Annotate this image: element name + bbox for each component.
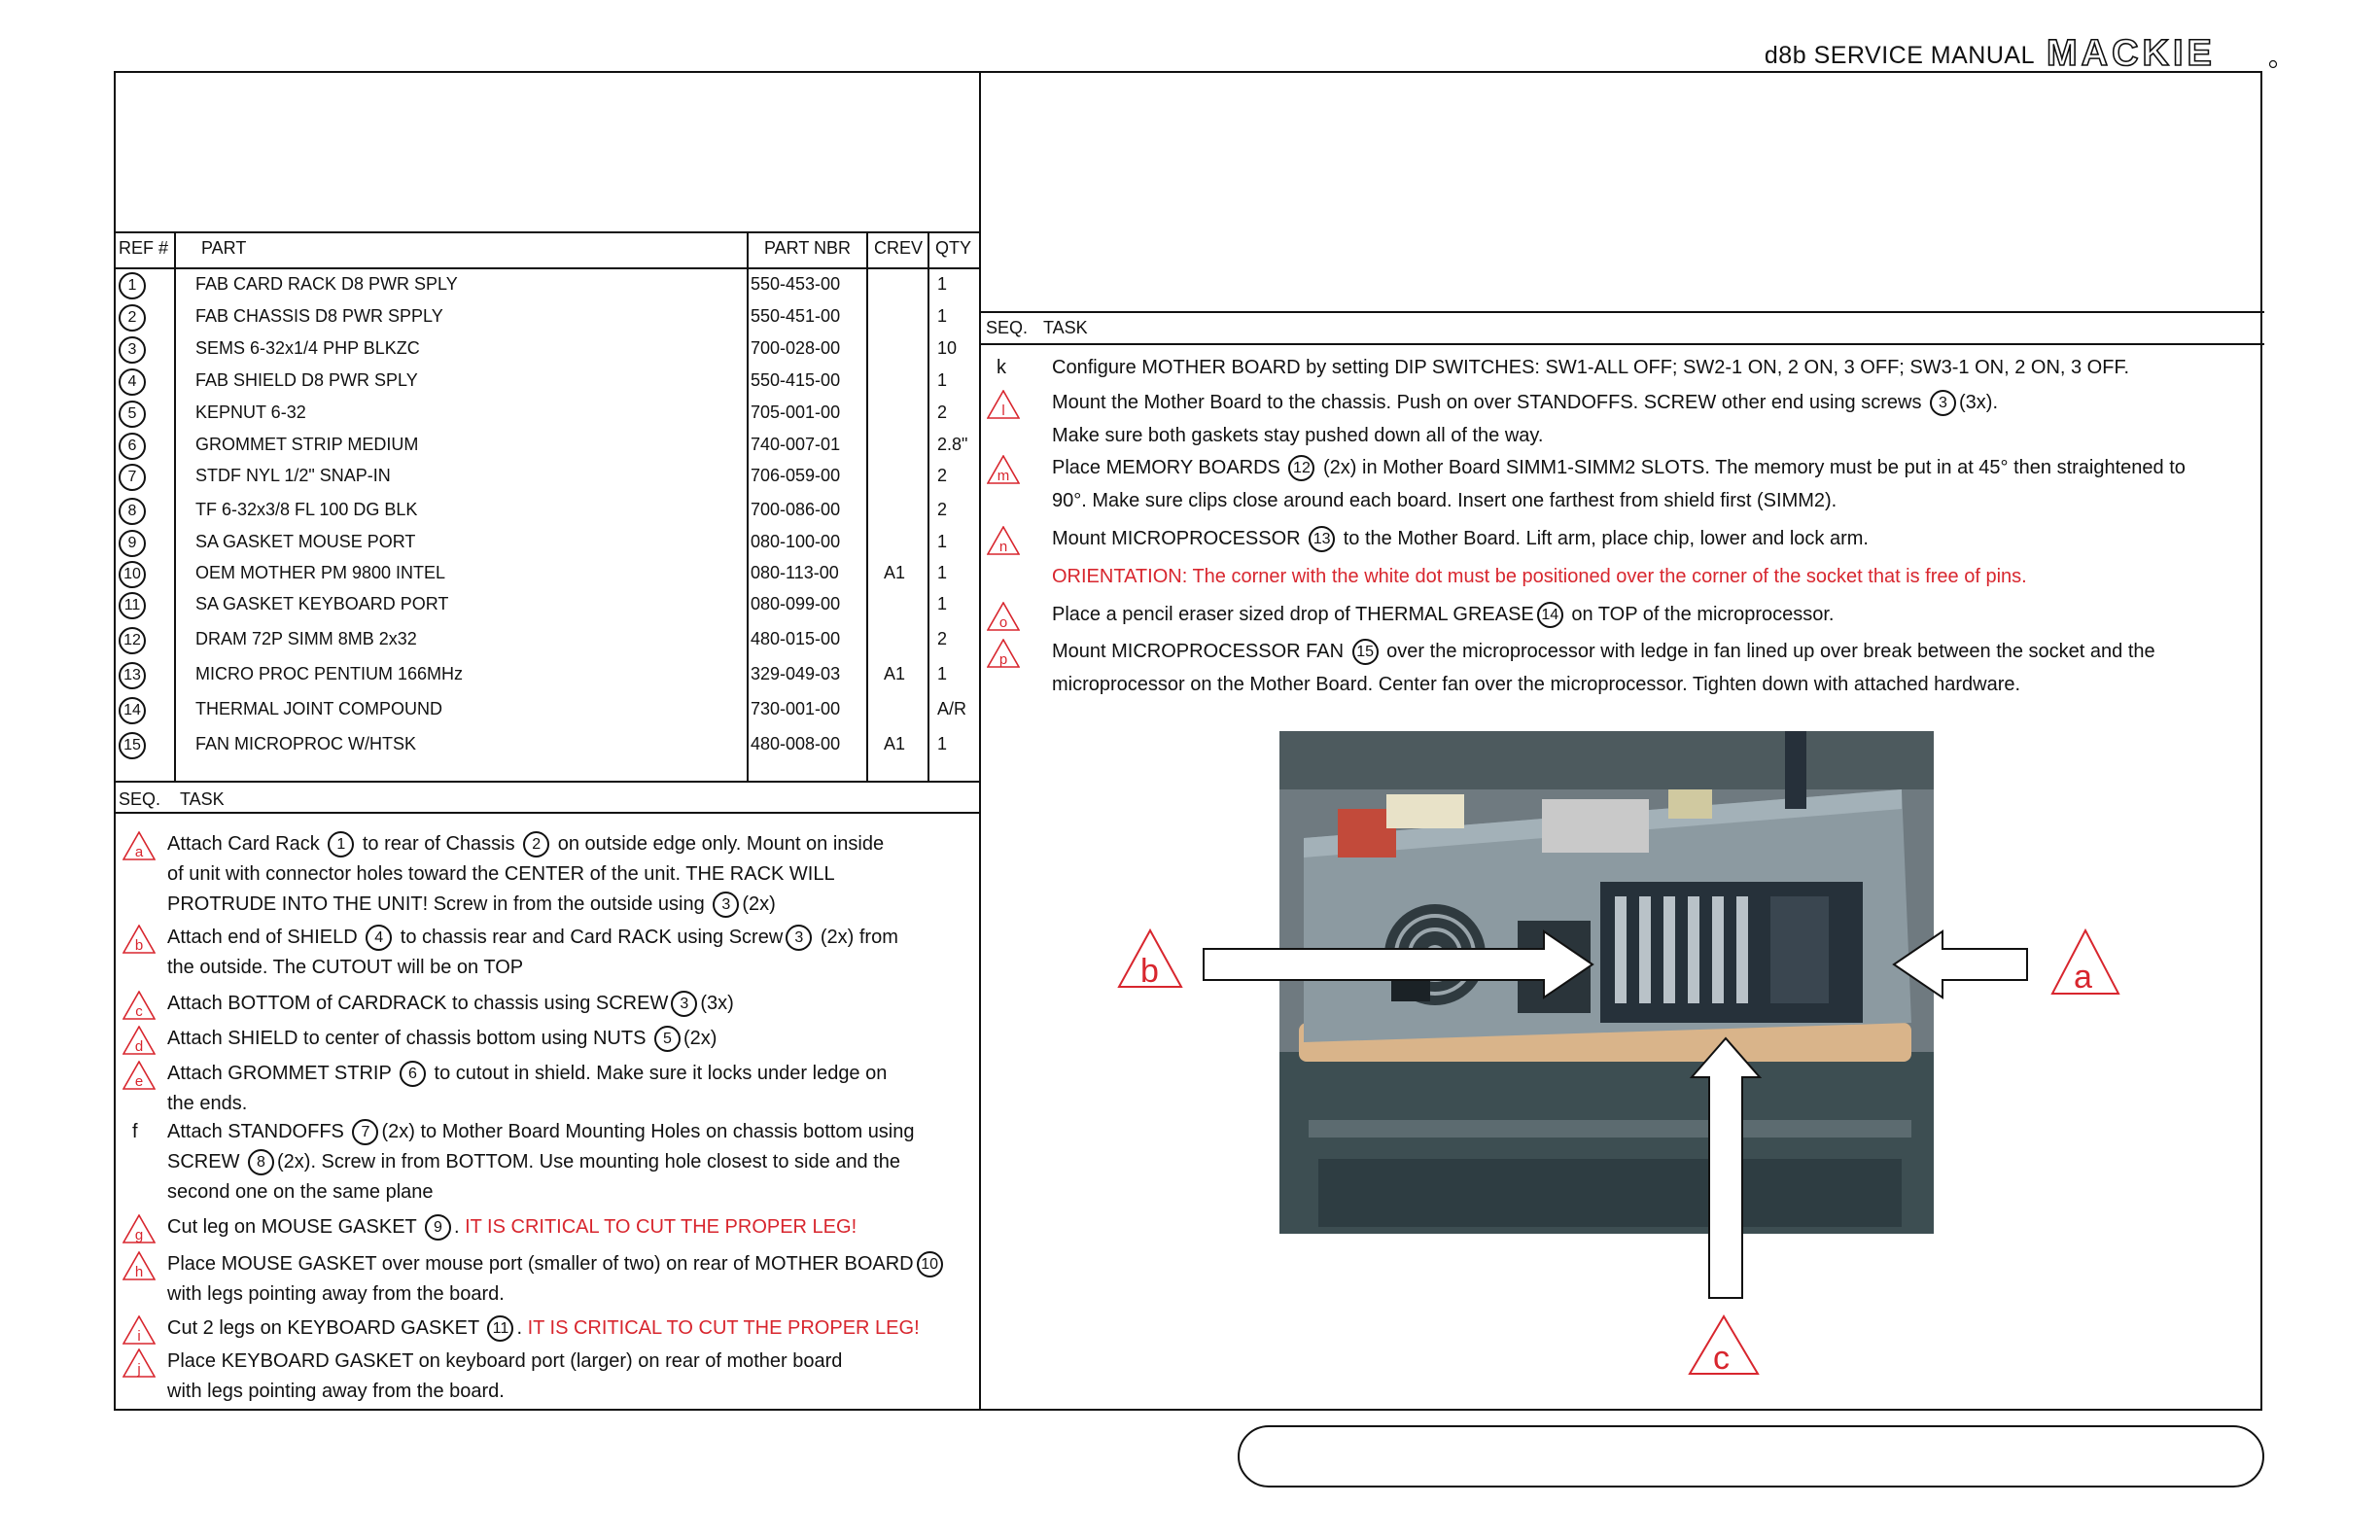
ref-bubble: 6 xyxy=(119,433,146,460)
part-number: 740-007-01 xyxy=(751,435,841,454)
part-ref-bubble: 3 xyxy=(786,925,812,951)
seq-triangle-marker xyxy=(987,455,1020,484)
task-line: Attach STANDOFFS 7 (2x) to Mother Board Mounting Holes on chassis bottom using xyxy=(167,1117,915,1147)
page-header xyxy=(1765,35,2278,70)
seq-triangle-marker xyxy=(987,639,1020,668)
left-seq-header: SEQ. xyxy=(119,789,161,809)
part-qty: 10 xyxy=(937,338,958,358)
seq-label: e xyxy=(134,1073,144,1090)
task-line: Attach end of SHIELD 4 to chassis rear and Card RACK using Screw 3 (2x) from xyxy=(167,923,898,953)
seq-triangle-marker xyxy=(122,1315,156,1345)
part-name: GROMMET STRIP MEDIUM xyxy=(195,435,419,454)
seq-triangle-marker xyxy=(122,1251,156,1280)
seq-label: o xyxy=(998,614,1008,631)
part-ref-bubble: 1 xyxy=(328,831,354,858)
left-task-header: TASK xyxy=(180,789,225,809)
part-crev: A1 xyxy=(884,734,906,753)
part-qty: 2 xyxy=(937,629,948,648)
task-line: Mount the Mother Board to the chassis. Push on over STANDOFFS. SCREW other end using screws 3 (3x). xyxy=(1052,388,1998,418)
ref-bubble: 3 xyxy=(119,336,146,364)
seq-label: a xyxy=(134,844,144,860)
part-qty: 1 xyxy=(937,563,948,582)
col-crev: CREV xyxy=(874,238,924,258)
col-ref: REF # xyxy=(119,238,169,258)
task-line: PROTRUDE INTO THE UNIT! Screw in from the outside using 3 (2x) xyxy=(167,890,776,920)
seq-label: l xyxy=(1001,402,1005,419)
part-number: 080-099-00 xyxy=(751,594,841,613)
task-line: Place MEMORY BOARDS 12 (2x) in Mother Board SIMM1-SIMM2 SLOTS. The memory must be put in at 45° then straightened to xyxy=(1052,453,2186,483)
task-line: Place KEYBOARD GASKET on keyboard port (larger) on rear of mother board xyxy=(167,1350,843,1372)
part-name: SA GASKET KEYBOARD PORT xyxy=(195,594,449,613)
task-line: Cut leg on MOUSE GASKET 9 . IT IS CRITICAL TO CUT THE PROPER LEG! xyxy=(167,1212,857,1242)
part-number: 080-113-00 xyxy=(751,563,839,582)
chassis-photo xyxy=(1279,731,1934,1234)
task-line: the outside. The CUTOUT will be on TOP xyxy=(167,957,524,978)
task-line: Cut 2 legs on KEYBOARD GASKET 11 . IT IS CRITICAL TO CUT THE PROPER LEG! xyxy=(167,1313,920,1344)
callout-a-label: a xyxy=(2074,959,2092,996)
seq-triangle-marker xyxy=(987,602,1020,631)
part-crev: A1 xyxy=(884,563,906,582)
part-qty: 1 xyxy=(937,274,948,294)
task-line: Place MOUSE GASKET over mouse port (smaller of two) on rear of MOTHER BOARD 10 xyxy=(167,1249,946,1279)
ref-bubble: 14 xyxy=(119,697,146,724)
seq-triangle-marker xyxy=(122,1061,156,1090)
part-ref-bubble: 15 xyxy=(1352,639,1379,665)
part-qty: 1 xyxy=(937,664,948,683)
mackie-logo-text: MACKIE xyxy=(2047,35,2216,70)
seq-triangle-marker xyxy=(122,1214,156,1243)
notes-box xyxy=(1238,1425,2264,1488)
callout-c-label: c xyxy=(1713,1340,1730,1377)
part-ref-bubble: 14 xyxy=(1537,602,1563,628)
task-line: SCREW 8 (2x). Screw in from BOTTOM. Use mounting hole closest to side and the xyxy=(167,1147,900,1177)
part-ref-bubble: 13 xyxy=(1309,526,1335,552)
ref-bubble: 1 xyxy=(119,272,146,299)
seq-label: b xyxy=(134,937,144,954)
part-qty: A/R xyxy=(937,699,967,718)
manual-title: d8b SERVICE MANUAL xyxy=(1764,42,2035,69)
part-ref-bubble: 6 xyxy=(400,1061,426,1087)
seq-triangle-marker xyxy=(122,1348,156,1378)
task-line: 90°. Make sure clips close around each board. Insert one farthest from shield first (SIMM2). xyxy=(1052,490,1838,511)
task-line: Attach BOTTOM of CARDRACK to chassis using SCREW 3 (3x) xyxy=(167,989,734,1019)
col-qty: QTY xyxy=(935,238,972,258)
part-number: 700-086-00 xyxy=(751,500,841,519)
seq-triangle-marker xyxy=(987,526,1020,555)
task-line: the ends. xyxy=(167,1093,248,1114)
task-line: Place a pencil eraser sized drop of THERMAL GREASE 14 on TOP of the microprocessor. xyxy=(1052,600,1834,630)
part-number: 480-015-00 xyxy=(751,629,841,648)
task-line: Attach SHIELD to center of chassis bottom using NUTS 5 (2x) xyxy=(167,1024,717,1054)
task-line: microprocessor on the Mother Board. Center fan over the microprocessor. Tighten down with attached hardware. xyxy=(1052,674,2021,695)
task-line: Mount MICROPROCESSOR 13 to the Mother Board. Lift arm, place chip, lower and lock arm. xyxy=(1052,524,1869,554)
task-line: Make sure both gaskets stay pushed down all of the way. xyxy=(1052,425,1544,446)
ref-bubble: 12 xyxy=(119,627,146,654)
part-ref-bubble: 10 xyxy=(917,1251,943,1278)
part-ref-bubble: 7 xyxy=(352,1119,378,1145)
part-qty: 1 xyxy=(937,370,948,390)
part-number: 480-008-00 xyxy=(751,734,841,753)
part-ref-bubble: 3 xyxy=(713,892,739,918)
part-ref-bubble: 5 xyxy=(654,1026,681,1052)
col-part-nbr: PART NBR xyxy=(764,238,852,258)
part-number: 706-059-00 xyxy=(751,466,841,485)
right-seq-header: SEQ. xyxy=(986,318,1029,337)
part-crev: A1 xyxy=(884,664,906,683)
part-name: FAB SHIELD D8 PWR SPLY xyxy=(195,370,418,390)
ref-bubble: 7 xyxy=(119,464,146,491)
seq-label: g xyxy=(134,1227,144,1243)
part-ref-bubble: 2 xyxy=(523,831,549,858)
part-number: 705-001-00 xyxy=(751,402,841,422)
part-qty: 1 xyxy=(937,734,948,753)
task-line: Attach GROMMET STRIP 6 to cutout in shield. Make sure it locks under ledge on xyxy=(167,1059,887,1089)
part-qty: 1 xyxy=(937,306,948,326)
seq-label: i xyxy=(137,1328,141,1345)
seq-label: f xyxy=(132,1121,138,1142)
center-divider xyxy=(979,73,981,1409)
part-name: SA GASKET MOUSE PORT xyxy=(195,532,416,551)
part-name: THERMAL JOINT COMPOUND xyxy=(195,699,443,718)
part-qty: 2.8" xyxy=(937,435,968,454)
part-number: 329-049-03 xyxy=(751,664,841,683)
seq-triangle-marker xyxy=(122,991,156,1020)
ref-bubble: 13 xyxy=(119,662,146,689)
ref-bubble: 8 xyxy=(119,498,146,525)
ref-bubble: 11 xyxy=(119,592,146,619)
seq-label: m xyxy=(997,468,1010,484)
part-number: 700-028-00 xyxy=(751,338,841,358)
ref-bubble: 10 xyxy=(119,561,146,588)
part-name: OEM MOTHER PM 9800 INTEL xyxy=(195,563,446,582)
seq-label: c xyxy=(135,1003,143,1020)
seq-label: k xyxy=(997,357,1006,378)
part-ref-bubble: 12 xyxy=(1288,455,1314,481)
part-name: FAB CHASSIS D8 PWR SPPLY xyxy=(195,306,443,326)
seq-triangle-marker xyxy=(987,390,1020,419)
seq-label: h xyxy=(134,1264,144,1280)
part-ref-bubble: 3 xyxy=(1930,390,1956,416)
part-name: TF 6-32x3/8 FL 100 DG BLK xyxy=(195,500,418,519)
part-number: 080-100-00 xyxy=(751,532,841,551)
part-name: DRAM 72P SIMM 8MB 2x32 xyxy=(195,629,417,648)
col-part: PART xyxy=(201,238,247,258)
part-ref-bubble: 3 xyxy=(671,991,697,1017)
part-name: STDF NYL 1/2" SNAP-IN xyxy=(195,466,391,485)
seq-triangle-marker xyxy=(122,925,156,954)
part-qty: 2 xyxy=(937,402,948,422)
part-number: 550-415-00 xyxy=(751,370,841,390)
seq-triangle-marker xyxy=(122,831,156,860)
callout-b-label: b xyxy=(1140,953,1159,990)
task-line: second one on the same plane xyxy=(167,1181,434,1203)
part-qty: 2 xyxy=(937,466,948,485)
ref-bubble: 9 xyxy=(119,530,146,557)
ref-bubble: 2 xyxy=(119,304,146,332)
part-name: KEPNUT 6-32 xyxy=(195,402,306,422)
task-line: with legs pointing away from the board. xyxy=(167,1381,505,1402)
assembly-sheet xyxy=(114,71,2262,1411)
part-name: FAN MICROPROC W/HTSK xyxy=(195,734,417,753)
seq-label: n xyxy=(998,539,1008,555)
task-line: of unit with connector holes toward the CENTER of the unit. THE RACK WILL xyxy=(167,863,835,885)
warning-text: IT IS CRITICAL TO CUT THE PROPER LEG! xyxy=(465,1216,858,1238)
seq-label: p xyxy=(998,651,1008,668)
orientation-warning: ORIENTATION: The corner with the white dot must be positioned over the corner of the socket that is free of pins. xyxy=(1052,566,2027,587)
part-name: MICRO PROC PENTIUM 166MHz xyxy=(195,664,464,683)
part-number: 550-453-00 xyxy=(751,274,841,294)
seq-triangle-marker xyxy=(122,1026,156,1055)
warning-text: IT IS CRITICAL TO CUT THE PROPER LEG! xyxy=(527,1317,920,1339)
right-task-header: TASK xyxy=(1043,318,1088,337)
part-qty: 1 xyxy=(937,594,948,613)
task-line: Mount MICROPROCESSOR FAN 15 over the microprocessor with ledge in fan lined up over break between the socket and the xyxy=(1052,637,2155,667)
part-qty: 1 xyxy=(937,532,948,551)
part-ref-bubble: 8 xyxy=(248,1149,274,1175)
seq-label: j xyxy=(137,1361,141,1378)
ref-bubble: 4 xyxy=(119,368,146,396)
part-ref-bubble: 4 xyxy=(366,925,392,951)
part-qty: 2 xyxy=(937,500,948,519)
task-line: Configure MOTHER BOARD by setting DIP SWITCHES: SW1-ALL OFF; SW2-1 ON, 2 ON, 3 OFF; SW3-1 ON, 2 ON, 3 OFF. xyxy=(1052,357,2130,378)
seq-label: d xyxy=(134,1038,144,1055)
ref-bubble: 15 xyxy=(119,732,146,759)
ref-bubble: 5 xyxy=(119,401,146,428)
part-name: FAB CARD RACK D8 PWR SPLY xyxy=(195,274,458,294)
part-number: 550-451-00 xyxy=(751,306,841,326)
part-ref-bubble: 9 xyxy=(425,1214,451,1241)
task-line: Attach Card Rack 1 to rear of Chassis 2 on outside edge only. Mount on inside xyxy=(167,829,884,859)
part-name: SEMS 6-32x1/4 PHP BLKZC xyxy=(195,338,420,358)
task-line: with legs pointing away from the board. xyxy=(167,1283,505,1305)
mackie-logo xyxy=(2047,35,2278,70)
part-ref-bubble: 11 xyxy=(487,1315,513,1342)
part-number: 730-001-00 xyxy=(751,699,841,718)
